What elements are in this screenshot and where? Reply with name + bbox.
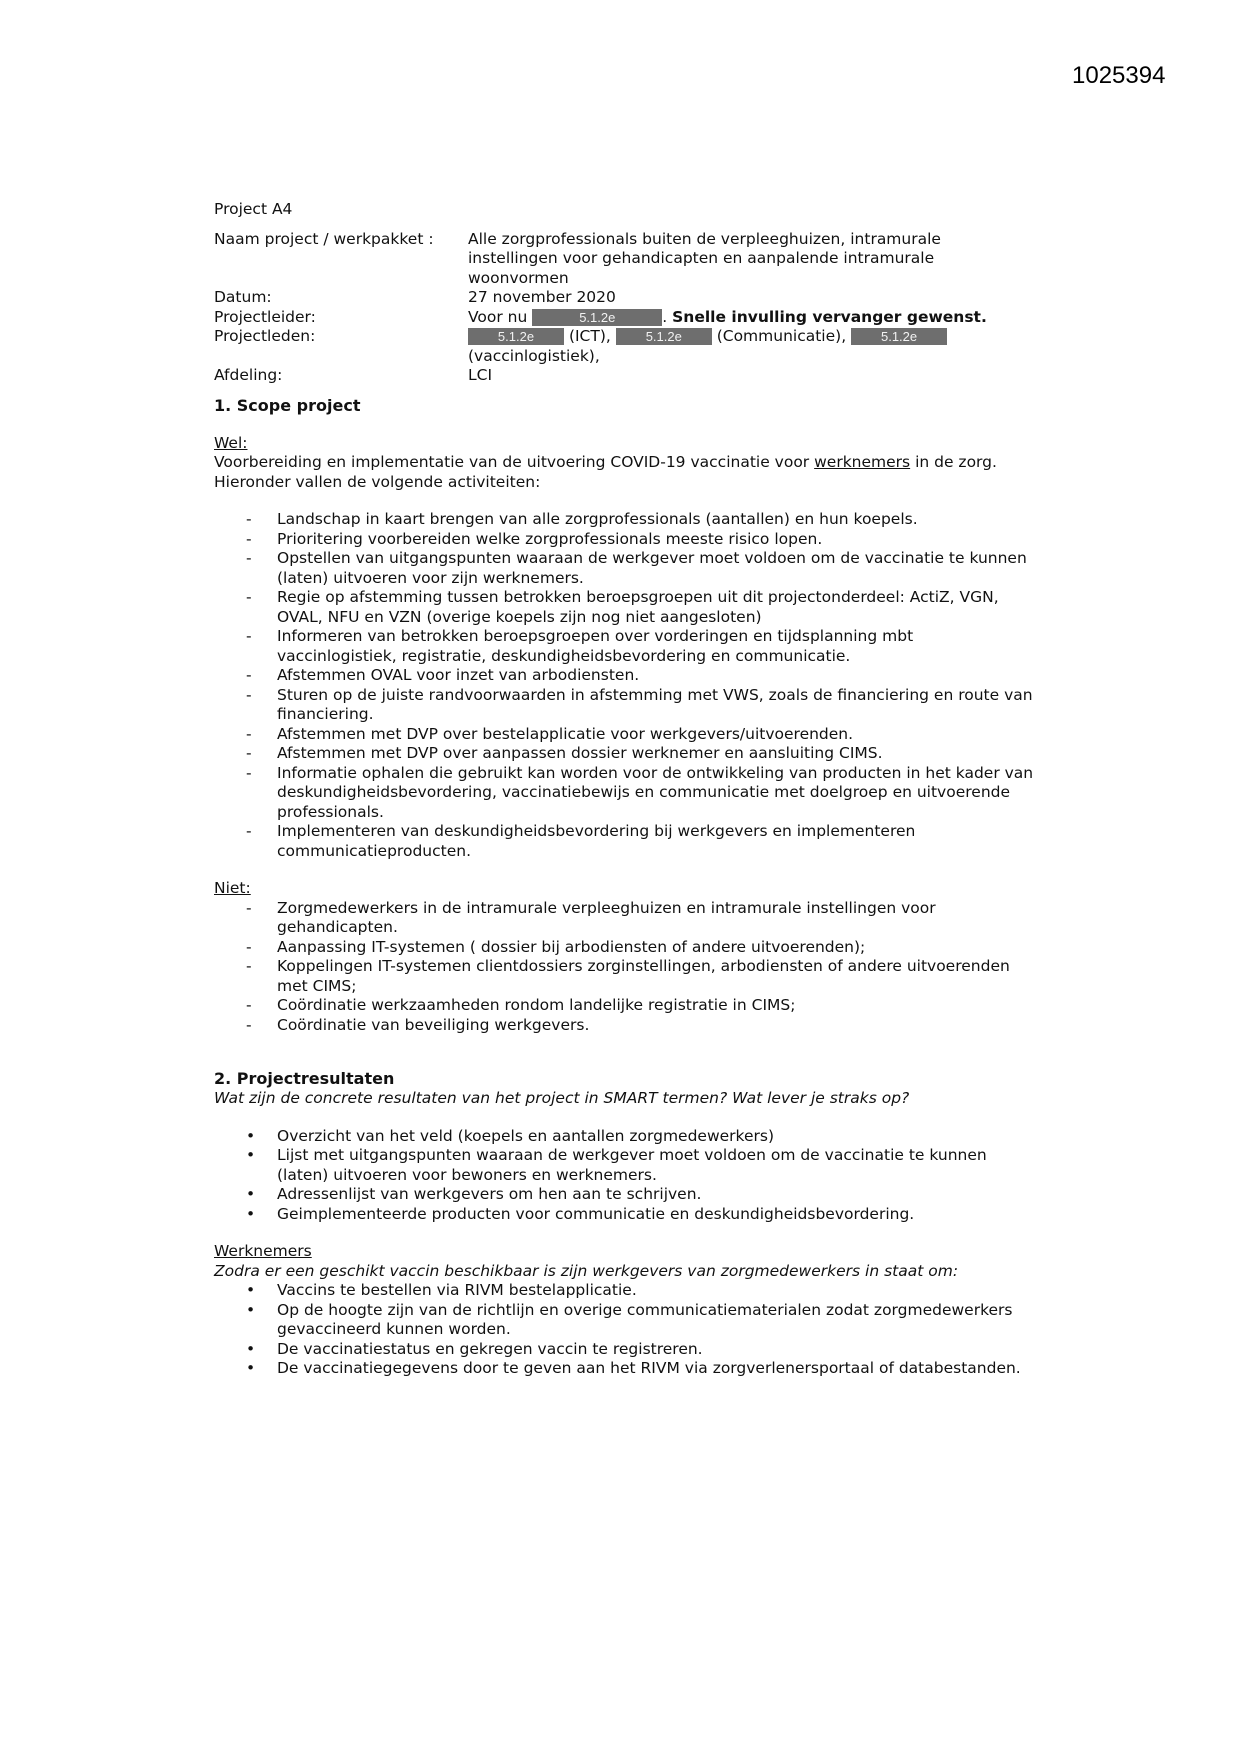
intro-text: in de zorg. Hieronder vallen de volgende activiteiten: xyxy=(214,453,997,491)
projectleider-value xyxy=(468,308,1034,328)
redaction-block: 5.1.2e xyxy=(532,309,662,326)
list-item: - Prioritering voorbereiden welke zorgprofessionals meeste risico lopen. xyxy=(214,530,1034,550)
list-item: - Landschap in kaart brengen van alle zorgprofessionals (aantallen) en hun koepels. xyxy=(214,510,1034,530)
list-item: • Vaccins te bestellen via RIVM bestelapplicatie. xyxy=(214,1281,1034,1301)
redaction-block: 5.1.2e xyxy=(616,328,712,345)
section2-subtitle: Wat zijn de concrete resultaten van het project in SMART termen? Wat lever je straks op? xyxy=(214,1089,910,1107)
list-item: - Opstellen van uitgangspunten waaraan de werkgever moet voldoen om de vaccinatie te kunnen (laten) uitvoeren voor zijn werknemers. xyxy=(214,549,1034,588)
list-item: - Implementeren van deskundigheidsbevordering bij werkgevers en implementeren communicatieproducten. xyxy=(214,822,1034,861)
projectleden-value xyxy=(468,327,1034,366)
afdeling-value: LCI xyxy=(468,366,493,384)
wel-label: Wel: xyxy=(214,433,248,452)
wel-list xyxy=(214,510,1034,861)
project-line: Project A4 xyxy=(214,200,293,218)
list-item: - Sturen op de juiste randvoorwaarden in afstemming met VWS, zoals de financiering en route van financiering. xyxy=(214,686,1034,725)
document-number: 1025394 xyxy=(1072,62,1166,89)
redaction-block: 5.1.2e xyxy=(851,328,947,345)
werknemers-label: Werknemers xyxy=(214,1242,312,1260)
intro-text: Voorbereiding en implementatie van de uitvoering COVID-19 vaccinatie voor xyxy=(214,453,810,471)
datum-value: 27 november 2020 xyxy=(468,288,616,306)
list-item: • De vaccinatiestatus en gekregen vaccin te registreren. xyxy=(214,1340,1034,1360)
list-item: - Zorgmedewerkers in de intramurale verpleeghuizen en intramurale instellingen voor gehandicapten. xyxy=(214,899,1034,938)
redaction-block: 5.1.2e xyxy=(468,328,564,345)
list-item: - Koppelingen IT-systemen clientdossiers zorginstellingen, arbodiensten of andere uitvoerenden met CIMS; xyxy=(214,957,1034,996)
list-item: - Regie op afstemming tussen betrokken beroepsgroepen uit dit projectonderdeel: ActiZ, VGN, OVAL, NFU en VZN (overige koepels zijn nog niet aangesloten) xyxy=(214,588,1034,627)
list-item: - Aanpassing IT-systemen ( dossier bij arbodiensten of andere uitvoerenden); xyxy=(214,938,1034,958)
projectleider-note: Snelle invulling vervanger gewenst. xyxy=(672,307,987,326)
list-item: - Coördinatie van beveiliging werkgevers. xyxy=(214,1016,1034,1036)
list-item: • Op de hoogte zijn van de richtlijn en overige communicatiematerialen zodat zorgmedewerkers gevaccineerd kunnen worden. xyxy=(214,1301,1034,1340)
projectleden-ict: (ICT), xyxy=(568,327,611,345)
results-list xyxy=(214,1127,1034,1225)
document-page xyxy=(214,200,1034,1379)
projectleider-suffix: . xyxy=(662,307,668,326)
projectleider-prefix: Voor nu xyxy=(468,307,528,326)
list-item: - Informeren van betrokken beroepsgroepen over vorderingen en tijdsplanning mbt vaccinlogistiek, registratie, deskundigheidsbevordering en communicatie. xyxy=(214,627,1034,666)
list-item: - Afstemmen met DVP over bestelapplicatie voor werkgevers/uitvoerenden. xyxy=(214,725,1034,745)
projectleden-label: Projectleden: xyxy=(214,327,316,345)
list-item: • Overzicht van het veld (koepels en aantallen zorgmedewerkers) xyxy=(214,1127,1034,1147)
section1-title: 1. Scope project xyxy=(214,395,361,415)
list-item: - Afstemmen OVAL voor inzet van arbodiensten. xyxy=(214,666,1034,686)
list-item: - Afstemmen met DVP over aanpassen dossier werknemer en aansluiting CIMS. xyxy=(214,744,1034,764)
niet-list xyxy=(214,899,1034,1036)
project-meta-table xyxy=(214,230,1034,386)
list-item: • Adressenlijst van werkgevers om hen aan te schrijven. xyxy=(214,1185,1034,1205)
werknemers-list xyxy=(214,1281,1034,1379)
naam-label: Naam project / werkpakket : xyxy=(214,229,434,248)
werknemers-intro: Zodra er een geschikt vaccin beschikbaar is zijn werkgevers van zorgmedewerkers in staat om: xyxy=(214,1261,959,1280)
projectleden-vacc: (vaccinlogistiek), xyxy=(468,346,600,365)
section2-title: 2. Projectresultaten xyxy=(214,1069,395,1088)
list-item: • De vaccinatiegegevens door te geven aan het RIVM via zorgverlenersportaal of databestanden. xyxy=(214,1359,1034,1379)
datum-label: Datum: xyxy=(214,288,272,306)
afdeling-label: Afdeling: xyxy=(214,366,283,384)
list-item: • Geimplementeerde producten voor communicatie en deskundigheidsbevordering. xyxy=(214,1205,1034,1225)
wel-intro xyxy=(214,453,1034,492)
list-item: - Coördinatie werkzaamheden rondom landelijke registratie in CIMS; xyxy=(214,996,1034,1016)
niet-label: Niet: xyxy=(214,879,251,897)
projectleden-comm: (Communicatie), xyxy=(716,327,847,345)
intro-emphasis: werknemers xyxy=(814,453,911,471)
list-item: - Informatie ophalen die gebruikt kan worden voor de ontwikkeling van producten in het kader van deskundigheidsbevordering, vaccinatiebewijs en communicatie met doelgroep en uitvoerende professionals. xyxy=(214,764,1034,823)
naam-value: Alle zorgprofessionals buiten de verpleeghuizen, intramurale instellingen voor gehandicapten en aanpalende intramurale woonvormen xyxy=(468,229,941,287)
list-item: • Lijst met uitgangspunten waaraan de werkgever moet voldoen om de vaccinatie te kunnen (laten) uitvoeren voor bewoners en werknemers. xyxy=(214,1146,1034,1185)
projectleider-label: Projectleider: xyxy=(214,307,316,326)
